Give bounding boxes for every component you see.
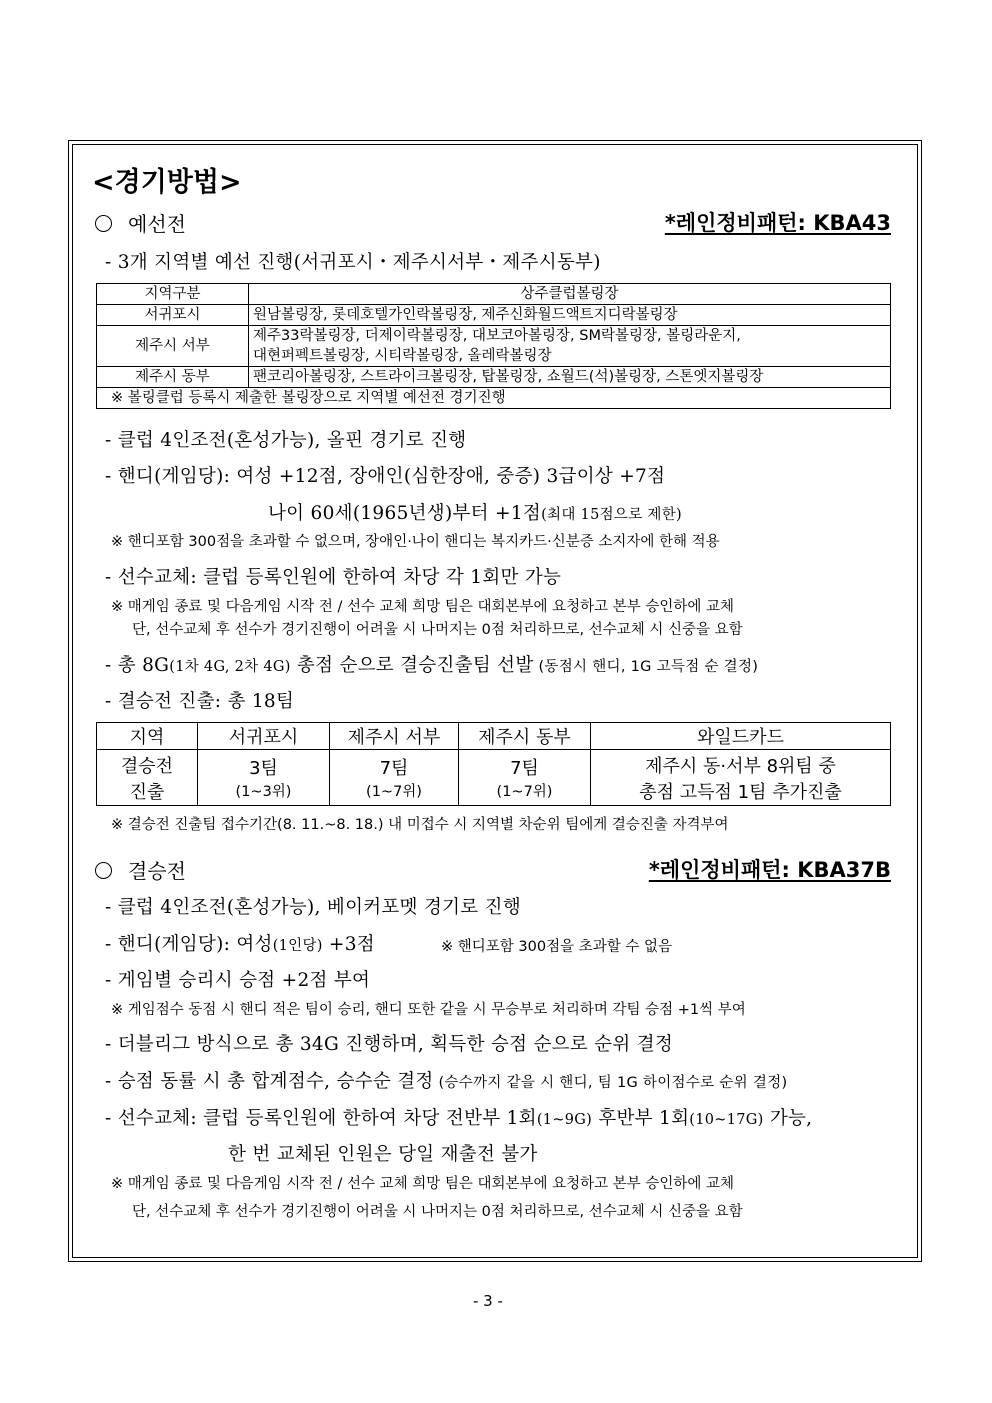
- table-cell-region: 제주시 동부: [97, 367, 249, 388]
- finalists-wildcard: [591, 750, 891, 806]
- final-sub-first-half: (1~9G): [536, 1112, 593, 1128]
- final-sub-possible: 가능,: [763, 1108, 813, 1129]
- age-handicap-limit: (최대 15점으로 제한): [541, 507, 682, 523]
- row-label-line1: 결승전: [120, 755, 174, 777]
- prelim-line-regions: - 3개 지역별 예선 진행(서귀포시・제주시서부・제주시동부): [105, 252, 601, 273]
- finalists-header: 지역: [97, 723, 198, 750]
- prelim-line-total: [105, 651, 758, 677]
- finalists-header: 와일드카드: [591, 723, 891, 750]
- finalists-row-label: [97, 750, 198, 806]
- section-prelim-title: [95, 208, 186, 237]
- final-handicap-points: +3점: [322, 934, 375, 955]
- table-note: ※ 볼링클럽 등록시 제출한 볼링장으로 지역별 예선전 경기진행: [97, 388, 891, 409]
- prelim-region-table: [96, 283, 891, 409]
- final-pattern: *레인정비패턴: KBA37B: [648, 858, 891, 882]
- finalists-cell: [198, 750, 330, 806]
- cell-main: 7팀: [379, 758, 409, 779]
- final-line-handicap: [105, 930, 375, 956]
- prelim-note-substitution-1: ※ 매게임 종료 및 다음게임 시작 전 / 선수 교체 희망 팀은 대회본부에 요청하고 본부 승인하에 교체: [111, 599, 735, 615]
- row-label-line2: 진출: [129, 781, 165, 803]
- prelim-line-handicap: - 핸디(게임당): 여성 +12점, 장애인(심한장애, 중증) 3급이상 +7점: [105, 466, 666, 487]
- table-cell-alleys: 원남볼링장, 롯데호텔가인락볼링장, 제주신화월드액트지디락볼링장: [249, 305, 891, 326]
- table-cell-region: 제주시 서부: [97, 326, 249, 367]
- final-sub-text: - 선수교체: 클럽 등록인원에 한하여 차당 전반부 1회: [105, 1108, 537, 1129]
- final-tiebreak-detail: (승수까지 같을 시 핸디, 팀 1G 하이점수로 순위 결정): [433, 1075, 788, 1091]
- finalists-cell: [459, 750, 591, 806]
- prelim-note-registration: ※ 결승전 진출팀 접수기간(8. 11.~8. 18.) 내 미접수 시 지역별 차순위 팀에게 결승진출 자격부여: [111, 817, 729, 833]
- final-sub-second-half: (10~17G): [689, 1112, 764, 1128]
- section-final-title: [95, 855, 186, 884]
- prelim-note-substitution-2: 단, 선수교체 후 선수가 경기진행이 어려울 시 나머지는 0점 처리하므로, 선수교체 시 신중을 요함: [132, 622, 743, 638]
- final-tiebreak-text: - 승점 동률 시 총 합계점수, 승수순 결정: [105, 1071, 434, 1092]
- table-header-region: 지역구분: [97, 284, 249, 305]
- prelim-line-format: - 클럽 4인조전(혼성가능), 올핀 경기로 진행: [105, 430, 467, 451]
- table-header-alleys: 상주클럽볼링장: [249, 284, 891, 305]
- circle-bullet-icon: [95, 862, 112, 879]
- circle-bullet-icon: [95, 215, 112, 232]
- final-handicap-per: (1인당): [272, 938, 323, 954]
- table-cell-alleys: [249, 326, 891, 367]
- wildcard-line1: 제주시 동·서부 8위팀 중: [645, 755, 836, 777]
- prelim-line-finalists: - 결승전 진출: 총 18팀: [105, 691, 295, 712]
- cell-sub: (1~7위): [496, 784, 553, 800]
- final-line-points: - 게임별 승리시 승점 +2점 부여: [105, 970, 371, 991]
- total-games-tiebreak: (동점시 핸디, 1G 고득점 순 결정): [533, 659, 759, 675]
- final-note-substitution-2: 단, 선수교체 후 선수가 경기진행이 어려울 시 나머지는 0점 처리하므로, 선수교체 시 신중을 요함: [132, 1204, 743, 1220]
- final-sub-second: 후반부 1회: [592, 1108, 690, 1129]
- final-note-tie: ※ 게임점수 동점 시 핸디 적은 팀이 승리, 핸디 또한 같을 시 무승부로 처리하며 각팀 승점 +1씩 부여: [111, 1002, 746, 1018]
- finalists-table: [96, 722, 891, 806]
- table-cell-region: 서귀포시: [97, 305, 249, 326]
- page-heading: <경기방법>: [92, 167, 242, 198]
- table-cell-alleys-line2: 대현퍼펙트볼링장, 시티락볼링장, 올레락볼링장: [253, 348, 552, 364]
- final-line-substitution: [105, 1104, 812, 1130]
- cell-sub: (1~3위): [235, 784, 292, 800]
- prelim-note-handicap: ※ 핸디포함 300점을 초과할 수 없으며, 장애인·나이 핸디는 복지카드·신분증 소지자에 한해 적용: [111, 534, 720, 550]
- final-note-handicap: ※ 핸디포함 300점을 초과할 수 없음: [441, 939, 672, 955]
- cell-main: 7팀: [510, 758, 539, 779]
- finalists-header: 제주시 서부: [330, 723, 459, 750]
- final-line-league: - 더블리그 방식으로 총 34G 진행하며, 획득한 승점 순으로 순위 결정: [105, 1034, 674, 1055]
- age-handicap-text: 나이 60세(1965년생)부터 +1점: [268, 503, 542, 524]
- final-note-substitution-1: ※ 매게임 종료 및 다음게임 시작 전 / 선수 교체 희망 팀은 대회본부에 요청하고 본부 승인하에 교체: [111, 1176, 735, 1192]
- table-cell-alleys: 팬코리아볼링장, 스트라이크볼링장, 탑볼링장, 쇼월드(석)볼링장, 스톤엣지볼링장: [249, 367, 891, 388]
- prelim-title-text: 예선전: [128, 212, 186, 236]
- total-games-text: - 총 8G: [105, 655, 170, 676]
- final-title-text: 결승전: [128, 859, 186, 883]
- cell-main: 3팀: [249, 758, 278, 779]
- page-number: - 3 -: [473, 1292, 503, 1310]
- table-cell-alleys-line1: 제주33락볼링장, 더제이락볼링장, 대보코아볼링장, SM락볼링장, 볼링라운지,: [253, 328, 741, 344]
- final-line-tiebreak: [105, 1067, 787, 1093]
- total-games-detail: (1차 4G, 2차 4G): [169, 659, 291, 675]
- wildcard-line2: 총점 고득점 1팀 추가진출: [639, 781, 842, 803]
- finalists-header: 서귀포시: [198, 723, 330, 750]
- final-line-no-reentry: 한 번 교체된 인원은 당일 재출전 불가: [228, 1144, 538, 1165]
- finalists-cell: [330, 750, 459, 806]
- total-games-selection: 총점 순으로 결승진출팀 선발: [290, 655, 534, 676]
- prelim-pattern: *레인정비패턴: KBA43: [664, 211, 891, 235]
- final-handicap-text: - 핸디(게임당): 여성: [105, 934, 273, 955]
- finalists-header: 제주시 동부: [459, 723, 591, 750]
- cell-sub: (1~7위): [366, 784, 422, 800]
- prelim-line-substitution: - 선수교체: 클럽 등록인원에 한하여 차당 각 1회만 가능: [105, 567, 562, 588]
- prelim-line-age: [268, 499, 682, 525]
- final-line-format: - 클럽 4인조전(혼성가능), 베이커포멧 경기로 진행: [105, 897, 521, 918]
